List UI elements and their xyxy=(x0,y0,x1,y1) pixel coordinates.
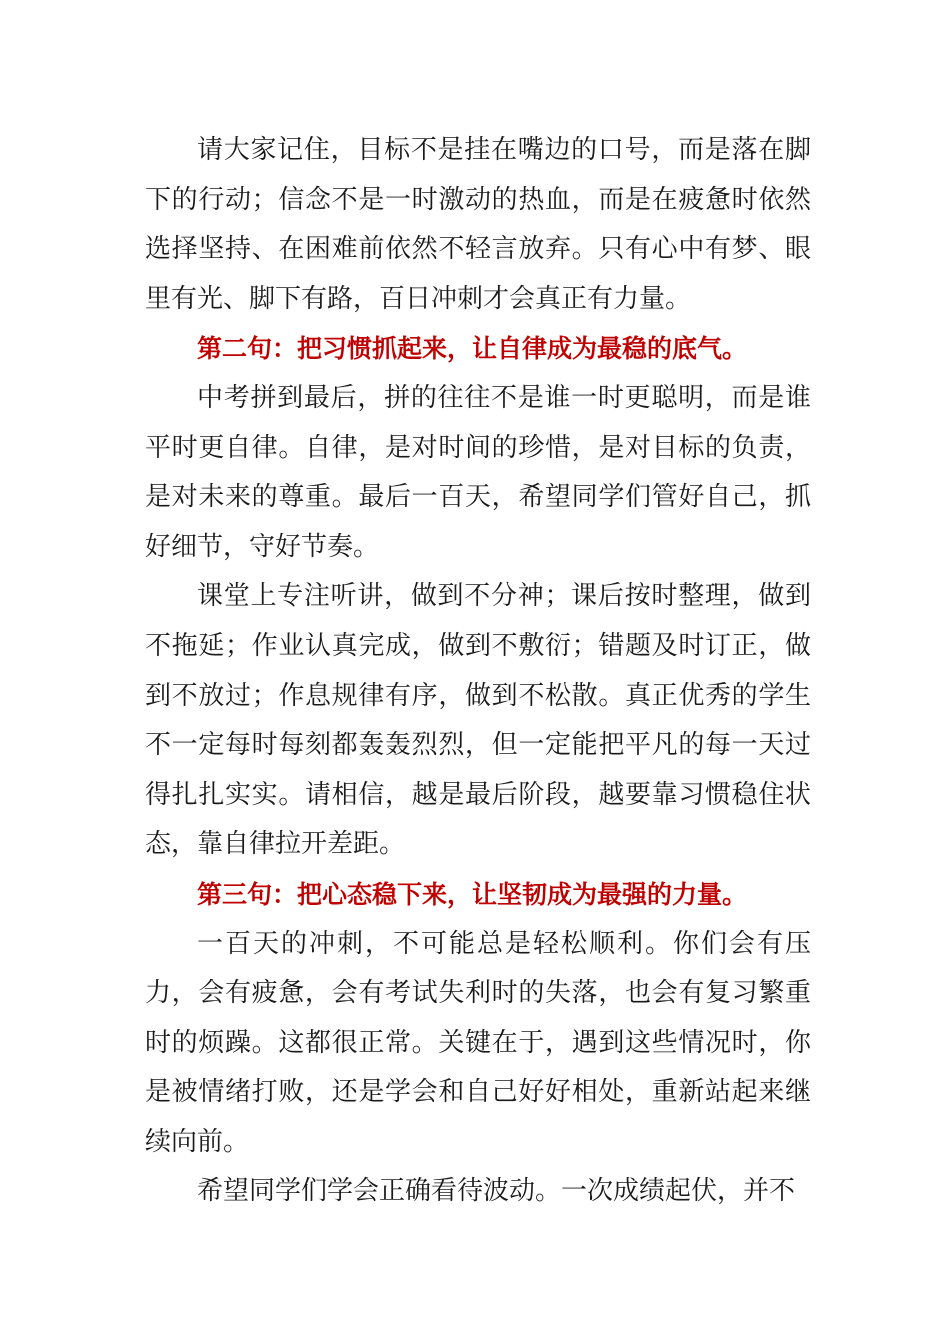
paragraph-pressure: 一百天的冲刺，不可能总是轻松顺利。你们会有压力，会有疲惫，会有考试失利时的失落，也会有复习繁重时的烦躁。这都很正常。关键在于，遇到这些情况时，你是被情绪打败，还是学会和自己好好相处，重新站起来继续向前。 xyxy=(145,928,811,1157)
paragraph-daily-habits: 课堂上专注听讲，做到不分神；课后按时整理，做到不拖延；作业认真完成，做到不敷衍；错题及时订正，做到不放过；作息规律有序，做到不松散。真正优秀的学生不一定每时每刻都轰轰烈烈，但一定能把平凡的每一天过得扎扎实实。请相信，越是最后阶段，越要靠习惯稳住状态，靠自律拉开差距。 xyxy=(145,581,811,860)
section-heading-habits: 第二句：把习惯抓起来，让自律成为最稳的底气。 xyxy=(197,334,748,364)
section-heading-mindset: 第三句：把心态稳下来，让坚韧成为最强的力量。 xyxy=(197,879,748,909)
paragraph-fluctuation: 希望同学们学会正确看待波动。一次成绩起伏，并不 xyxy=(197,1176,796,1207)
paragraph-self-discipline: 中考拼到最后，拼的往往不是谁一时更聪明，而是谁平时更自律。自律，是对时间的珍惜，是对目标的负责，是对未来的尊重。最后一百天，希望同学们管好自己，抓好细节，守好节奏。 xyxy=(145,382,811,562)
paragraph-goal-belief: 请大家记住，目标不是挂在嘴边的口号，而是落在脚下的行动；信念不是一时激动的热血，而是在疲惫时依然选择坚持、在困难前依然不轻言放弃。只有心中有梦、眼里有光、脚下有路，百日冲刺才会真正有力量。 xyxy=(145,135,811,314)
document-body xyxy=(145,126,811,1217)
